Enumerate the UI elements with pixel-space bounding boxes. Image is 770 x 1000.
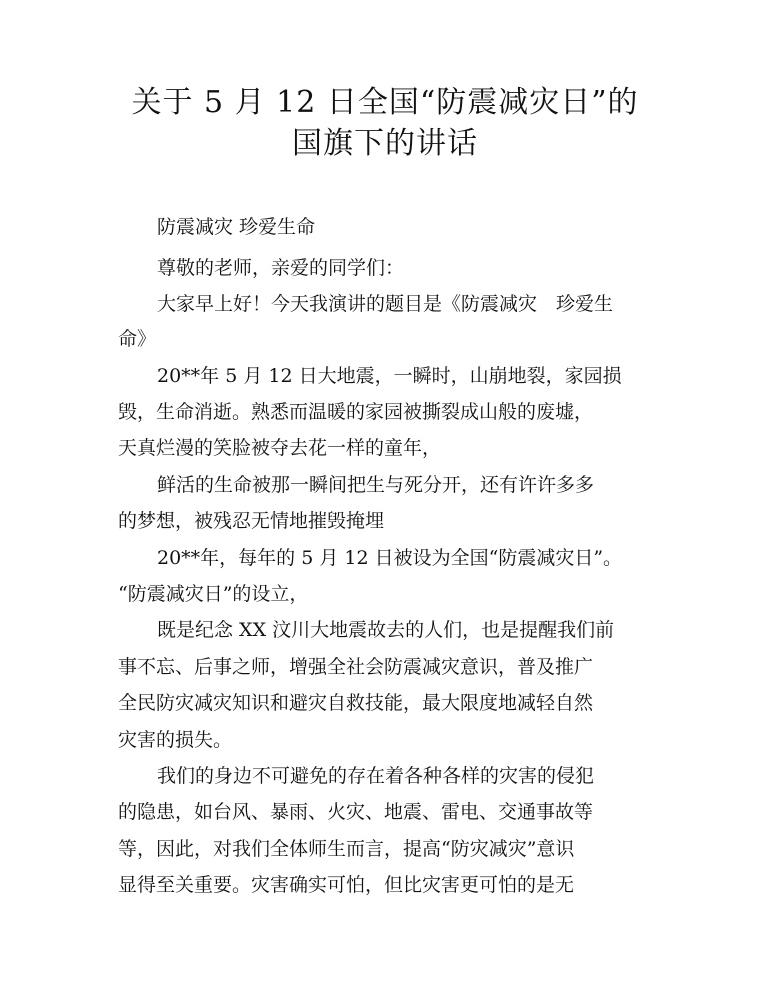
document-title-line-2: 国旗下的讲话 [292,126,478,161]
body-line: 我们的身边不可避免的存在着各种各样的灾害的侵犯 [157,765,595,787]
document-title-line-1: 关于 5 月 12 日全国“防震减灾日”的 [131,85,639,120]
body-line: 灾害的损失。 [118,729,233,751]
body-line: 全民防灾减灾知识和避灾自救技能，最大限度地减轻自然 [118,692,594,714]
body-line: 大家早上好！今天我演讲的题目是《防震减灾 珍爱生 [157,293,614,315]
body-line: 20**年，每年的 5 月 12 日被设为全国“防震减灾日”。 [157,547,623,569]
body-line: 鲜活的生命被那一瞬间把生与死分开，还有许许多多 [157,474,595,496]
greeting-line: 尊敬的老师，亲爱的同学们： [157,257,405,279]
body-line: 显得至关重要。灾害确实可怕，但比灾害更可怕的是无 [118,874,575,896]
body-line: 20**年 5 月 12 日大地震，一瞬时，山崩地裂，家园损 [157,365,622,387]
body-line: 的隐患，如台风、暴雨、火灾、地震、雷电、交通事故等 [118,801,594,823]
body-line: 天真烂漫的笑脸被夺去花一样的童年， [118,437,442,459]
body-line: 等，因此，对我们全体师生而言，提高“防灾减灾”意识 [118,838,575,860]
body-line: 毁，生命消逝。熟悉而温暖的家园被撕裂成山般的废墟， [118,401,594,423]
body-line: 事不忘、后事之师，增强全社会防震减灾意识，普及推广 [118,656,594,678]
body-line: 既是纪念 XX 汶川大地震故去的人们，也是提醒我们前 [157,619,615,641]
body-line: 命》 [118,328,157,350]
subtitle-line: 防震减灾 珍爱生命 [157,216,316,238]
body-line: 的梦想，被残忍无情地摧毁掩埋 [118,510,385,532]
body-line: “防震减灾日”的设立， [118,583,309,605]
